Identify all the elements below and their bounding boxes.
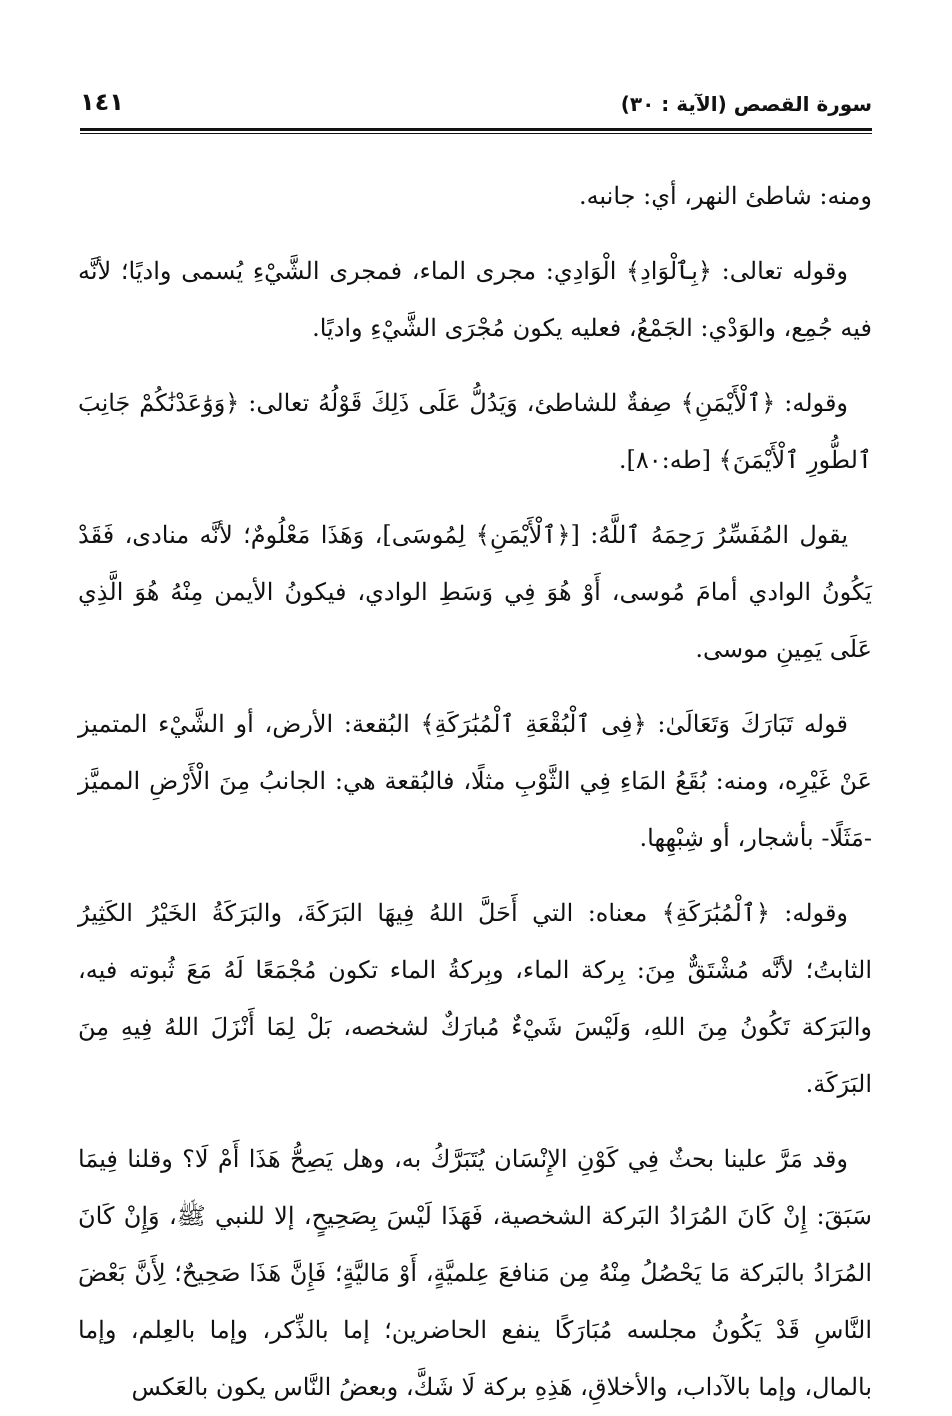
page-number: ١٤١ [80,88,124,116]
paragraph: قوله تَبَارَكَ وَتَعَالَىٰ: ﴿فِى ٱلْبُقْعَةِ ٱلْمُبَٰرَكَةِ﴾ البُقعة: الأرض، أو الشَّيْء المتميز عَنْ غَيْرِه، ومنه: بُقَعُ المَاءِ فِي الثَّوْبِ مثلًا، فالبُقعة هي: الجانبُ مِنَ الْأَرْضِ المميَّز -مَثَلًا- بأشجار، أو شِبْهِها. [78,710,872,852]
paragraph: ومنه: شاطئ النهر، أي: جانبه. [578,182,872,210]
paragraph: يقول المُفَسِّرُ رَحِمَهُ ٱللَّهُ: [﴿ٱلْأَيْمَنِ﴾ لِمُوسَى]، وَهَذَا مَعْلُومٌ؛ لأنَّه منادى، فَقَدْ يَكُونُ الوادي أمامَ مُوسى، أَوْ هُوَ فِي وَسَطِ الوادي، فيكونُ الأيمن مِنْهُ هُوَ الَّذِي عَلَى يَمِينِ موسى. [78,521,872,663]
paragraph: وقوله تعالى: ﴿بِٱلْوَادِ﴾ الْوَادِي: مجرى الماء، فمجرى الشَّيْءِ يُسمى واديًا؛ لأنَّه فيه جُمِع، والوَدْي: الجَمْعُ، فعليه يكون مُجْرَى الشَّيْءِ واديًا. [78,257,872,342]
header-rule-thin [80,133,872,134]
paragraph: وقد مَرَّ علينا بحثٌ فِي كَوْنِ الإِنْسَان يُتَبَرَّكُ به، وهل يَصِحُّ هَذَا أَمْ لَا؟ وقلنا فِيمَا سَبَقَ: إِنْ كَانَ المُرَادُ البَركة الشخصية، فَهَذَا لَيْسَ بِصَحِيحٍ، إلا للنبي ﷺ، وَإِنْ كَانَ المُرَادُ بالبَركة مَا يَحْصُلُ مِنْهُ مِن مَنافعَ عِلميَّةٍ، أَوْ مَاليَّةٍ؛ فَإِنَّ هَذَا صَحِيحٌ؛ لِأَنَّ بَعْضَ النَّاسِ قَدْ يَكُونُ مجلسه مُبَارَكًا ينفع الحاضرين؛ إما بالذِّكر، وإما بالعِلم، وإما بالمال، وإما بالآداب، والأخلاقِ، هَذِهِ بركة لَا شَكَّ، وبعضُ النَّاس يكون بالعَكس [78,1145,872,1401]
paragraph: وقوله: ﴿ٱلْأَيْمَنِ﴾ صِفةٌ للشاطئ، وَيَدُلُّ عَلَى ذَلِكَ قَوْلُهُ تعالى: ﴿وَوَٰعَدْنَٰكُمْ جَانِبَ ٱلطُّورِ ٱلْأَيْمَنَ﴾ [طه:٨٠]. [78,389,872,474]
chapter-title: سورة القصص (الآية : ٣٠) [620,92,872,116]
running-header [80,80,872,124]
page-body [78,168,872,1416]
paragraph: وقوله: ﴿ٱلْمُبَٰرَكَةِ﴾ معناه: التي أَحَلَّ اللهُ فِيهَا البَرَكَةَ، والبَرَكَةُ الخَيْرُ الكَثِيرُ الثابتُ؛ لأنَّه مُشْتَقٌّ مِنَ: بِركة الماء، وبِركةُ الماء تكون مُجْمَعًا لَهُ مَعَ ثُبوته فيه، والبَرَكة تَكُونُ مِنَ اللهِ، وَلَيْسَ شَيْءٌ مُبارَكٌ لشخصه، بَلْ لِمَا أَنْزَلَ اللهُ فِيهِ مِنَ البَرَكَة. [78,899,872,1098]
header-rule-thick [80,128,872,131]
